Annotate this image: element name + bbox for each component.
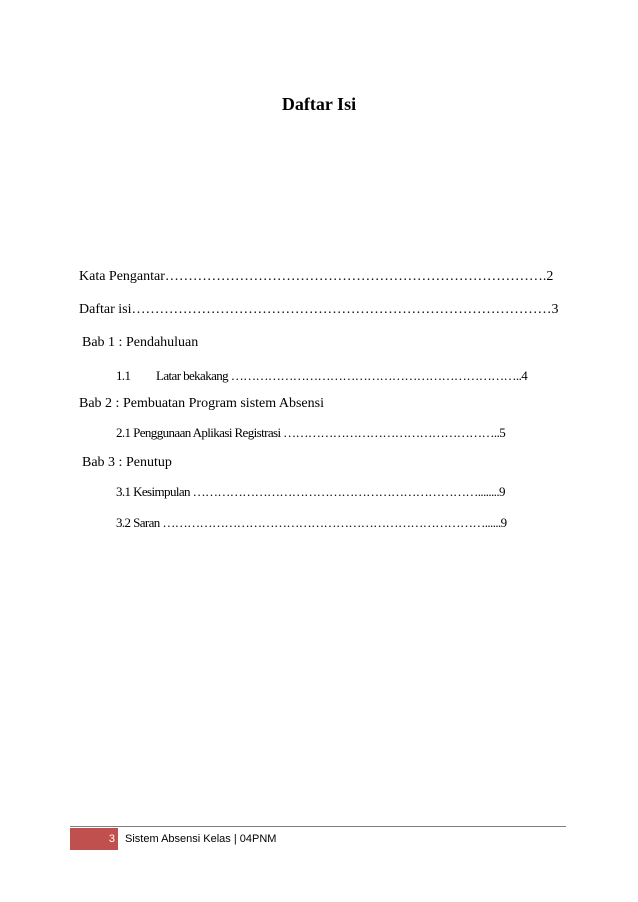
toc-chapter-2: Bab 2 : Pembuatan Program sistem Absensi — [79, 396, 324, 411]
toc-subentry-1-1 — [116, 367, 527, 385]
footer-text: Sistem Absensi Kelas | 04PNM — [125, 833, 277, 845]
footer-divider — [70, 826, 566, 827]
footer-page-number: 3 — [108, 833, 115, 845]
toc-entry-kata-pengantar: Kata Pengantar……………………………………………………………………….2 — [79, 269, 554, 284]
toc-subentry-text: Latar bekakang ……………………………………………………………..4 — [156, 368, 528, 383]
toc-entry-daftar-isi: Daftar isi………………………………………………………………………………3 — [79, 302, 559, 317]
toc-subentry-3-2: 3.2 Saran ……………………………………………………………………......9 — [116, 515, 507, 530]
toc-chapter-1: Bab 1 : Pendahuluan — [82, 335, 199, 350]
toc-subentry-2-1: 2.1 Penggunaan Aplikasi Registrasi ……………………………………………..5 — [116, 425, 506, 440]
toc-chapter-3: Bab 3 : Penutup — [82, 455, 172, 470]
toc-subentry-3-1: 3.1 Kesimpulan ……………………………………………………………........9 — [116, 484, 505, 499]
page-title: Daftar Isi — [281, 94, 357, 114]
toc-subentry-number: 1.1 — [116, 368, 131, 383]
